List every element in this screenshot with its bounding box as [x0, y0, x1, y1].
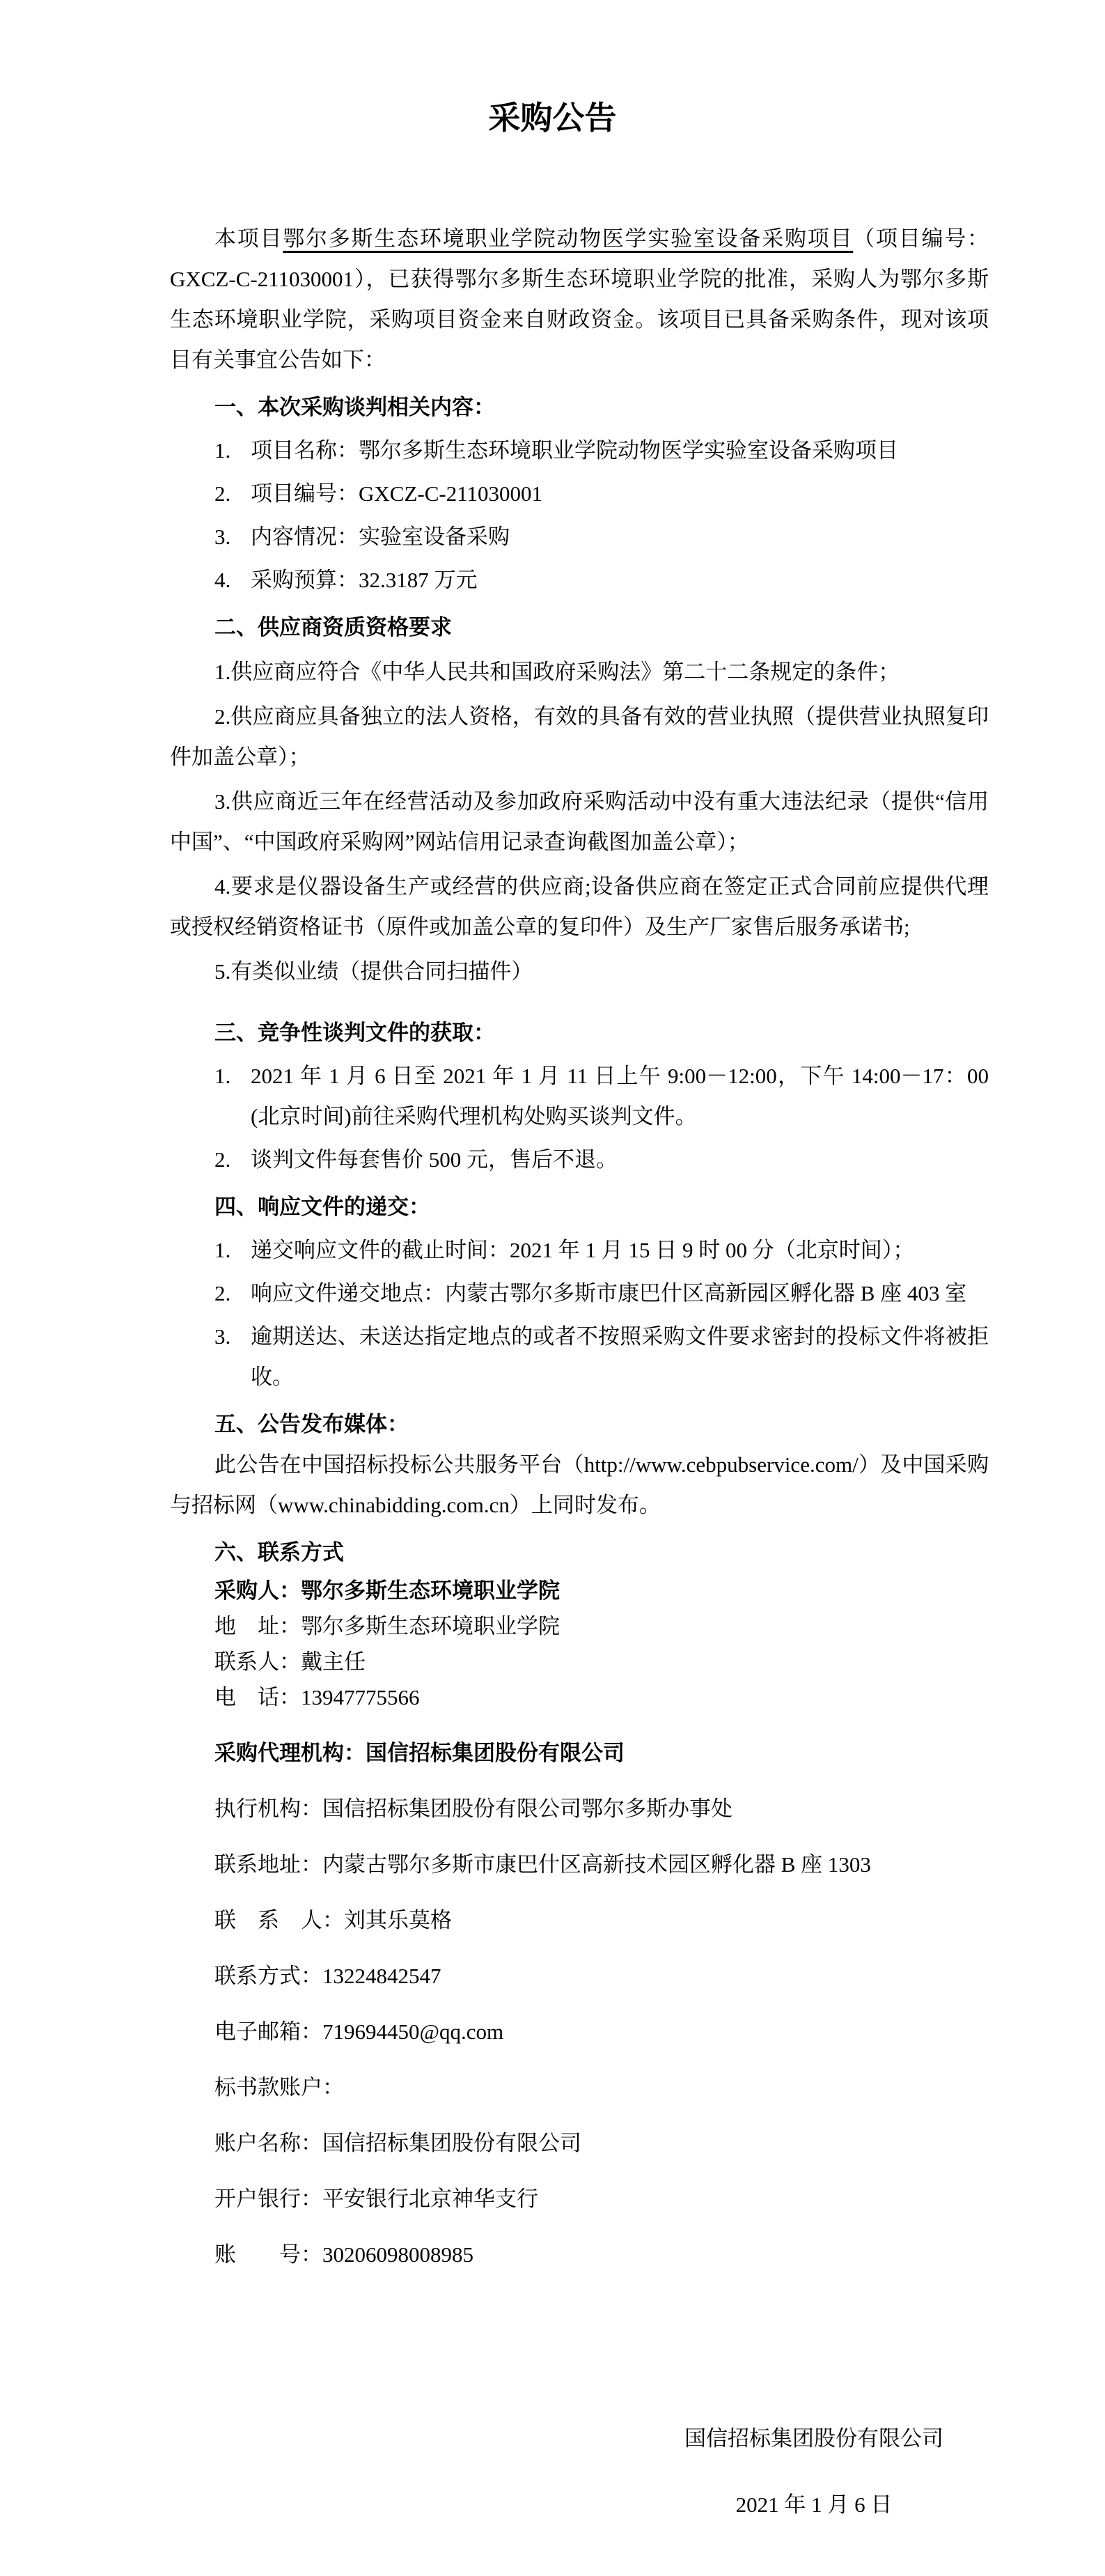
item-text: 递交响应文件的截止时间：2021 年 1 月 15 日 9 时 00 分（北京时间）； [251, 1238, 915, 1262]
item-text: 逾期送达、未送达指定地点的或者不按照采购文件要求密封的投标文件将被拒收。 [251, 1324, 989, 1389]
project-name-underlined: 鄂尔多斯生态环境职业学院动物医学实验室设备采购项目 [283, 226, 854, 251]
qualification-paragraph: 4.要求是仪器设备生产或经营的供应商;设备供应商在签定正式合同前应提供代理或授权经销资格证书（原件或加盖公章的复印件）及生产厂家售后服务承诺书; [170, 874, 989, 939]
item-text: 项目编号：GXCZ-C-211030001 [251, 481, 543, 506]
media-paragraph: 此公告在中国招标投标公共服务平台（http://www.cebpubservice.com/）及中国采购与招标网（www.chinabidding.com.cn）上同时发布。 [170, 1452, 989, 1517]
bank-line: 开户银行：平安银行北京神华支行 [214, 2187, 538, 2211]
section5-heading: 五、公告发布媒体： [214, 1412, 409, 1436]
item-number: 2. [214, 1281, 231, 1305]
buyer-name-line: 采购人：鄂尔多斯生态环境职业学院 [214, 1578, 560, 1603]
item-text: 内容情况：实验室设备采购 [251, 525, 510, 549]
item-number: 2. [214, 1147, 231, 1172]
agency-email-line: 电子邮箱：719694450@qq.com [214, 2019, 504, 2044]
page-title: 采购公告 [488, 100, 617, 136]
buyer-phone-line: 电 话：13947775566 [214, 1685, 420, 1709]
list-item [170, 1056, 989, 1137]
agency-address-line: 联系地址：内蒙古鄂尔多斯市康巴什区高新技术园区孵化器 B 座 1303 [214, 1852, 871, 1877]
buyer-contact-line: 联系人：戴主任 [214, 1650, 366, 1674]
list-item [170, 1273, 989, 1314]
item-text: 响应文件递交地点：内蒙古鄂尔多斯市康巴什区高新园区孵化器 B 座 403 室 [251, 1281, 967, 1305]
agency-exec-line: 执行机构：国信招标集团股份有限公司鄂尔多斯办事处 [214, 1797, 732, 1821]
list-item [170, 1140, 989, 1180]
section6-heading: 六、联系方式 [214, 1540, 344, 1565]
qualification-paragraph: 2.供应商应具备独立的法人资格，有效的具备有效的营业执照（提供营业执照复印件加盖公章）； [170, 704, 989, 769]
intro-suffix: （项目编号：GXCZ-C-211030001），已获得鄂尔多斯生态环境职业学院的批准，采购人为鄂尔多斯生态环境职业学院，采购项目资金来自财政资金。该项目已具备采购条件，现对该项目有关事宜公告如下： [170, 226, 989, 372]
qualification-paragraph: 5.有类似业绩（提供合同扫描件） [214, 959, 533, 984]
section4-heading: 四、响应文件的递交： [214, 1195, 430, 1219]
item-number: 1. [214, 1064, 231, 1088]
list-item [170, 1230, 989, 1271]
section3-list [170, 1056, 989, 1180]
item-text: 项目名称：鄂尔多斯生态环境职业学院动物医学实验室设备采购项目 [251, 438, 898, 463]
section4-list [170, 1230, 989, 1397]
account-name-line: 账户名称：国信招标集团股份有限公司 [214, 2131, 581, 2155]
bid-account-label-line: 标书款账户： [214, 2075, 344, 2100]
section2-heading: 二、供应商资质资格要求 [214, 615, 452, 639]
section3-heading: 三、竞争性谈判文件的获取： [214, 1021, 495, 1045]
signature-company: 国信招标集团股份有限公司 [684, 2426, 943, 2451]
item-number: 1. [214, 438, 231, 463]
list-item [170, 560, 989, 600]
agency-contact-block [170, 1789, 989, 2275]
list-item [170, 474, 989, 514]
qualification-paragraph: 1.供应商应符合《中华人民共和国政府采购法》第二十二条规定的条件； [214, 660, 900, 684]
agency-title-line: 采购代理机构：国信招标集团股份有限公司 [214, 1741, 625, 1765]
list-item [170, 1317, 989, 1397]
agency-phone-line: 联系方式：13224842547 [214, 1964, 441, 1988]
item-number: 4. [214, 568, 231, 592]
intro-paragraph [170, 219, 989, 380]
item-number: 1. [214, 1238, 231, 1262]
buyer-contact-block [170, 1573, 989, 1715]
item-number: 2. [214, 481, 231, 506]
qualification-paragraph: 3.供应商近三年在经营活动及参加政府采购活动中没有重大违法纪录（提供“信用中国”、“中国政府采购网”网站信用记录查询截图加盖公章）； [170, 789, 989, 854]
agency-contact-line: 联 系 人：刘其乐莫格 [214, 1908, 452, 1932]
section1-heading: 一、本次采购谈判相关内容： [214, 395, 495, 419]
item-text: 2021 年 1 月 6 日至 2021 年 1 月 11 日上午 9:00－12:00，下午 14:00－17：00 (北京时间)前往采购代理机构处购买谈判文件。 [251, 1064, 989, 1128]
intro-prefix: 本项目 [214, 226, 283, 251]
account-number-line: 账 号：30206098008985 [214, 2242, 473, 2267]
buyer-address-line: 地 址：鄂尔多斯生态环境职业学院 [214, 1614, 560, 1638]
section1-list [170, 430, 989, 600]
item-number: 3. [214, 525, 231, 549]
item-text: 谈判文件每套售价 500 元，售后不退。 [251, 1147, 618, 1172]
item-number: 3. [214, 1324, 231, 1349]
list-item [170, 517, 989, 557]
list-item [170, 430, 989, 471]
item-text: 采购预算：32.3187 万元 [251, 568, 478, 592]
signature-date: 2021 年 1 月 6 日 [735, 2492, 893, 2517]
signature-block [684, 2419, 943, 2525]
